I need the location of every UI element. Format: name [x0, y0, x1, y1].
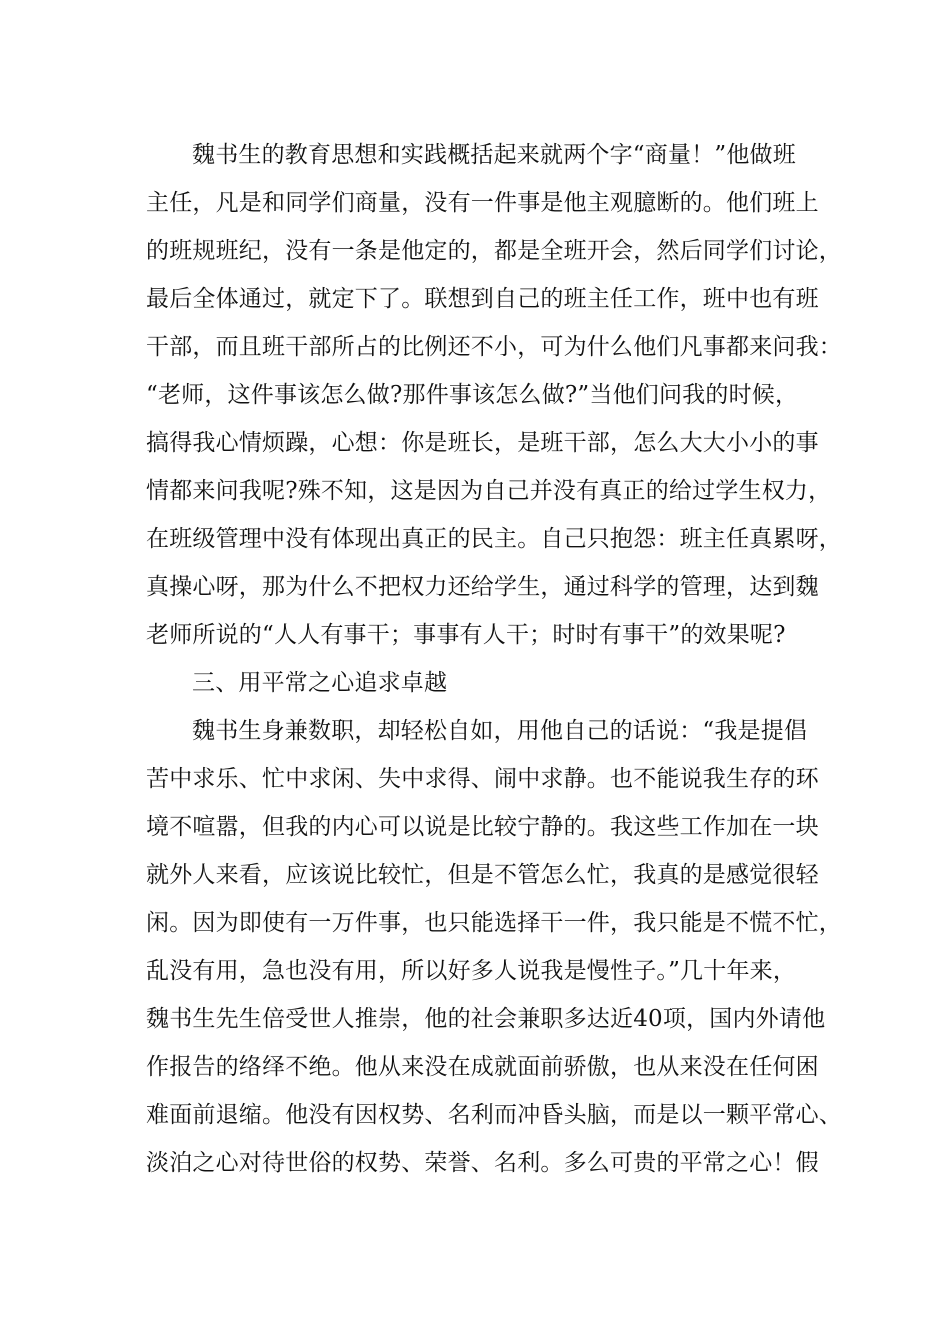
paragraph-line: 在班级管理中没有体现出真正的民主。自己只抱怨：班主任真累呀， [146, 526, 842, 552]
body-text [146, 131, 842, 1187]
paragraph-line: 真操心呀，那为什么不把权力还给学生，通过科学的管理，达到魏 [146, 574, 819, 600]
paragraph-line: 闲。因为即使有一万件事，也只能选择干一件，我只能是不慌不忙， [146, 910, 842, 936]
paragraph-line: 苦中求乐、忙中求闲、失中求得、闹中求静。也不能说我生存的环 [146, 766, 819, 792]
paragraph-line: 干部，而且班干部所占的比例还不小，可为什么他们凡事都来问我： [146, 334, 842, 360]
paragraph-line: 的班规班纪，没有一条是他定的，都是全班开会，然后同学们讨论， [146, 238, 842, 264]
paragraph-line: 作报告的络绎不绝。他从来没在成就面前骄傲，也从来没在任何困 [146, 1054, 819, 1080]
paragraph-line: 境不喧嚣，但我的内心可以说是比较宁静的。我这些工作加在一块 [146, 814, 819, 840]
paragraph-line: “老师，这件事该怎么做?那件事该怎么做?”当他们问我的时候， [146, 382, 799, 408]
paragraph-line: 情都来问我呢?殊不知，这是因为自己并没有真正的给过学生权力， [146, 478, 832, 504]
section-heading: 三、用平常之心追求卓越 [192, 670, 448, 696]
paragraph-line: 搞得我心情烦躁，心想：你是班长，是班干部，怎么大大小小的事 [146, 430, 819, 456]
paragraph-line: 老师所说的“人人有事干；事事有人干；时时有事干”的效果呢? [146, 622, 786, 648]
paragraph-line: 魏书生先生倍受世人推崇，他的社会兼职多达近40项，国内外请他 [146, 1006, 826, 1032]
paragraph-line: 主任，凡是和同学们商量，没有一件事是他主观臆断的。他们班上 [146, 190, 819, 216]
paragraph-line: 难面前退缩。他没有因权势、名利而冲昏头脑，而是以一颗平常心、 [146, 1102, 842, 1128]
paragraph-line: 魏书生身兼数职，却轻松自如，用他自己的话说：“我是提倡 [192, 718, 808, 744]
paragraph-line: 淡泊之心对待世俗的权势、荣誉、名利。多么可贵的平常之心！假 [146, 1150, 819, 1176]
paragraph-line: 就外人来看，应该说比较忙，但是不管怎么忙，我真的是感觉很轻 [146, 862, 819, 888]
paragraph-line: 乱没有用，急也没有用，所以好多人说我是慢性子。”几十年来， [146, 958, 797, 984]
paragraph-line: 最后全体通过，就定下了。联想到自己的班主任工作，班中也有班 [146, 286, 819, 312]
paragraph-line: 魏书生的教育思想和实践概括起来就两个字“商量！”他做班 [192, 142, 796, 168]
